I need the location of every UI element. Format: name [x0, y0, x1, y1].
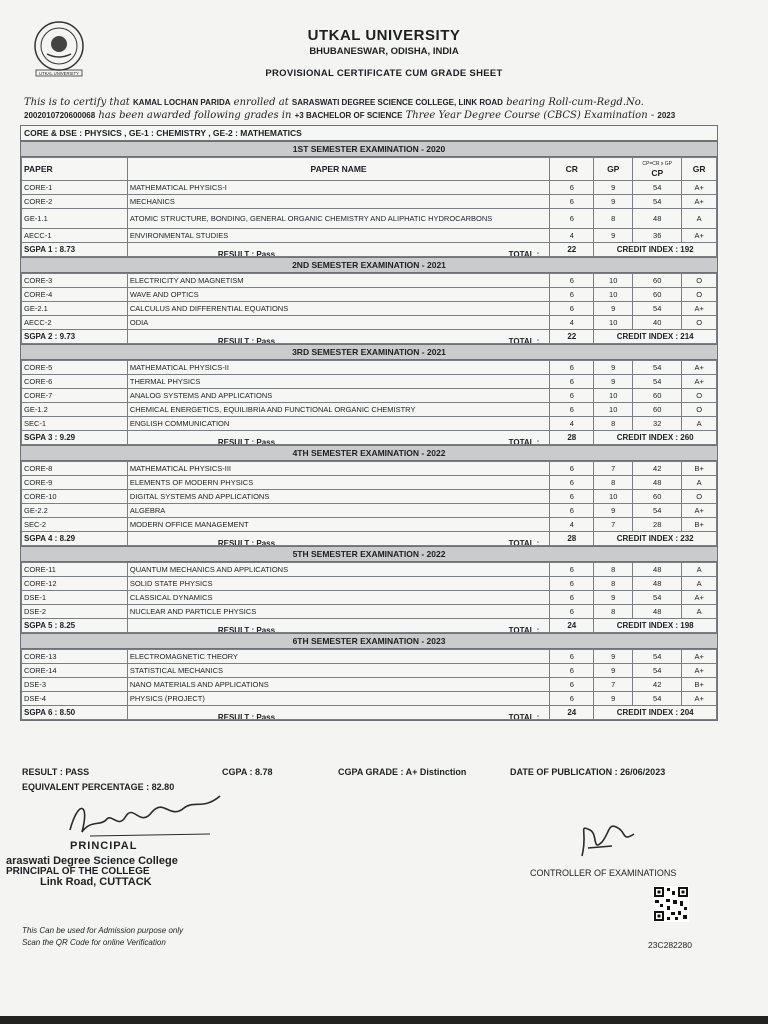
cell-paper: CORE-11: [22, 563, 128, 577]
cell-paper: DSE-3: [22, 678, 128, 692]
cell-gp: 9: [594, 361, 633, 375]
sgpa: SGPA 5 : 8.25: [22, 619, 128, 633]
cell-gr: A+: [682, 195, 717, 209]
cell-paper: CORE-7: [22, 389, 128, 403]
cell-paper: DSE-4: [22, 692, 128, 706]
table-row: [22, 664, 717, 678]
cell-gp: 8: [594, 563, 633, 577]
cell-cp: 48: [633, 209, 682, 229]
semester-total-row: [22, 706, 717, 720]
controller-label: CONTROLLER OF EXAMINATIONS: [530, 868, 677, 878]
cell-gp: 9: [594, 664, 633, 678]
cell-name: ENGLISH COMMUNICATION: [127, 417, 549, 431]
cell-cp: 54: [633, 302, 682, 316]
cell-gp: 8: [594, 417, 633, 431]
total-credits: 22: [550, 330, 594, 344]
total-credits: 24: [550, 706, 594, 720]
cell-cp: 54: [633, 181, 682, 195]
cell-cr: 6: [550, 476, 594, 490]
verification-note: Scan the QR Code for online Verification: [22, 938, 166, 947]
cell-cp: 60: [633, 288, 682, 302]
semester-table: [21, 273, 717, 344]
cell-name: ENVIRONMENTAL STUDIES: [127, 229, 549, 243]
sgpa: SGPA 4 : 8.29: [22, 532, 128, 546]
cell-gp: 7: [594, 518, 633, 532]
cell-name: NANO MATERIALS AND APPLICATIONS: [127, 678, 549, 692]
cell-cp: 60: [633, 490, 682, 504]
cell-gr: A+: [682, 181, 717, 195]
cell-paper: GE-1.2: [22, 403, 128, 417]
cell-cp: 36: [633, 229, 682, 243]
cell-gr: B+: [682, 518, 717, 532]
table-row: [22, 504, 717, 518]
cell-gr: O: [682, 316, 717, 330]
cell-gr: B+: [682, 678, 717, 692]
cell-gr: O: [682, 274, 717, 288]
cell-name: STATISTICAL MECHANICS: [127, 664, 549, 678]
cell-cr: 6: [550, 403, 594, 417]
table-row: [22, 389, 717, 403]
semester-total-row: [22, 532, 717, 546]
table-row: [22, 274, 717, 288]
cell-paper: DSE-1: [22, 591, 128, 605]
cell-paper: CORE-14: [22, 664, 128, 678]
cell-cr: 6: [550, 563, 594, 577]
cell-cp: 54: [633, 504, 682, 518]
certification-statement: This is to certify that KAMAL LOCHAN PARIDA enrolled at SARASWATI DEGREE SCIENCE COLLEGE, LINK ROAD bearing Roll-cum-Regd.No. 2002010720600068 has been awarded following grades in +3 BACHELOR OF SCIENCE Three Year Degree Course (CBCS) Examination - 2023: [24, 97, 676, 121]
sgpa: SGPA 1 : 8.73: [22, 243, 128, 257]
cell-gr: A+: [682, 361, 717, 375]
cell-cr: 6: [550, 209, 594, 229]
column-header-row: [22, 158, 717, 181]
cell-paper: AECC-1: [22, 229, 128, 243]
semester-table: [21, 360, 717, 445]
cell-gp: 7: [594, 678, 633, 692]
cell-name: CLASSICAL DYNAMICS: [127, 591, 549, 605]
cell-gr: A+: [682, 375, 717, 389]
cgpa-grade: CGPA GRADE : A+ Distinction: [338, 767, 467, 777]
cell-cp: 48: [633, 605, 682, 619]
cell-gr: O: [682, 403, 717, 417]
cell-name: MATHEMATICAL PHYSICS-I: [127, 181, 549, 195]
col-paper: PAPER: [22, 158, 128, 181]
table-row: [22, 316, 717, 330]
cell-gr: A: [682, 577, 717, 591]
cell-gp: 9: [594, 650, 633, 664]
cp-label: CP: [651, 168, 664, 178]
cell-cr: 6: [550, 591, 594, 605]
cell-cp: 54: [633, 664, 682, 678]
equivalent-percentage: EQUIVALENT PERCENTAGE : 82.80: [22, 782, 175, 792]
cell-gp: 10: [594, 316, 633, 330]
cell-gp: 8: [594, 209, 633, 229]
cell-cp: 48: [633, 577, 682, 591]
cell-paper: SEC-1: [22, 417, 128, 431]
cell-name: ATOMIC STRUCTURE, BONDING, GENERAL ORGANIC CHEMISTRY AND ALIPHATIC HYDROCARBONS: [127, 209, 549, 229]
cell-name: QUANTUM MECHANICS AND APPLICATIONS: [127, 563, 549, 577]
credit-index: CREDIT INDEX : 214: [594, 330, 717, 344]
grade-sheet: [20, 125, 718, 721]
cell-gp: 10: [594, 403, 633, 417]
cell-cr: 6: [550, 678, 594, 692]
cell-paper: GE-1.1: [22, 209, 128, 229]
sgpa: SGPA 3 : 9.29: [22, 431, 128, 445]
cell-gr: A+: [682, 650, 717, 664]
table-row: [22, 417, 717, 431]
cell-gp: 9: [594, 195, 633, 209]
table-row: [22, 605, 717, 619]
cell-name: ELEMENTS OF MODERN PHYSICS: [127, 476, 549, 490]
college-stamp-line3: Link Road, CUTTACK: [40, 876, 152, 888]
cell-cr: 6: [550, 650, 594, 664]
college-name: SARASWATI DEGREE SCIENCE COLLEGE, LINK ROAD: [291, 98, 503, 107]
semester-heading: 3RD SEMESTER EXAMINATION - 2021: [21, 344, 717, 360]
cell-gp: 7: [594, 462, 633, 476]
table-row: [22, 195, 717, 209]
cell-gr: A+: [682, 664, 717, 678]
cp-formula: CP=CR x GP: [642, 161, 673, 167]
semester-total-row: [22, 431, 717, 445]
semester-result: RESULT : Pass: [217, 712, 276, 720]
table-row: [22, 403, 717, 417]
cell-paper: CORE-8: [22, 462, 128, 476]
semester-total-row: [22, 330, 717, 344]
col-paper-name: PAPER NAME: [127, 158, 549, 181]
admission-note: This Can be used for Admission purpose only: [22, 926, 184, 935]
col-gp: GP: [594, 158, 633, 181]
serial-number: 23C282280: [648, 940, 692, 950]
publication-date: DATE OF PUBLICATION : 26/06/2023: [510, 767, 666, 777]
cell-cr: 6: [550, 490, 594, 504]
cell-paper: GE-2.2: [22, 504, 128, 518]
cell-name: THERMAL PHYSICS: [127, 375, 549, 389]
cell-cp: 54: [633, 591, 682, 605]
cell-name: WAVE AND OPTICS: [127, 288, 549, 302]
cell-gp: 10: [594, 389, 633, 403]
cell-cr: 6: [550, 361, 594, 375]
cell-gp: 8: [594, 476, 633, 490]
table-row: [22, 181, 717, 195]
cell-cr: 6: [550, 577, 594, 591]
cell-paper: CORE-12: [22, 577, 128, 591]
cell-gp: 10: [594, 288, 633, 302]
cell-name: SOLID STATE PHYSICS: [127, 577, 549, 591]
qr-code-icon[interactable]: [653, 886, 689, 922]
semester-table: [21, 562, 717, 633]
cell-gp: 9: [594, 229, 633, 243]
semester-table: [21, 649, 717, 720]
total-credits: 24: [550, 619, 594, 633]
university-name: UTKAL UNIVERSITY: [307, 27, 461, 44]
cell-gr: A+: [682, 302, 717, 316]
semester-heading: 1ST SEMESTER EXAMINATION - 2020: [21, 141, 717, 157]
cell-cr: 6: [550, 504, 594, 518]
cell-gr: A: [682, 417, 717, 431]
table-row: [22, 361, 717, 375]
total-label: TOTAL :: [508, 538, 540, 546]
controller-signature: [568, 812, 648, 864]
final-result: RESULT : PASS: [22, 767, 90, 777]
semester-result: RESULT : Pass: [217, 336, 276, 344]
cell-paper: CORE-13: [22, 650, 128, 664]
cell-cr: 6: [550, 605, 594, 619]
col-cr: CR: [550, 158, 594, 181]
table-row: [22, 678, 717, 692]
course-name: +3 BACHELOR OF SCIENCE: [294, 111, 403, 120]
cell-name: CALCULUS AND DIFFERENTIAL EQUATIONS: [127, 302, 549, 316]
col-cp: [633, 158, 682, 181]
logo-text: UTKAL UNIVERSITY: [39, 71, 79, 76]
cell-name: CHEMICAL ENERGETICS, EQUILIBRIA AND FUNCTIONAL ORGANIC CHEMISTRY: [127, 403, 549, 417]
cell-name: ANALOG SYSTEMS AND APPLICATIONS: [127, 389, 549, 403]
cell-gr: A: [682, 605, 717, 619]
cell-gr: A+: [682, 504, 717, 518]
cell-cr: 6: [550, 692, 594, 706]
cell-gr: A+: [682, 692, 717, 706]
cell-cr: 6: [550, 274, 594, 288]
cell-gp: 8: [594, 577, 633, 591]
cell-name: MODERN OFFICE MANAGEMENT: [127, 518, 549, 532]
cell-paper: CORE-5: [22, 361, 128, 375]
registration-number: 2002010720600068: [24, 111, 96, 120]
cell-name: NUCLEAR AND PARTICLE PHYSICS: [127, 605, 549, 619]
cell-paper: SEC-2: [22, 518, 128, 532]
cell-name: MATHEMATICAL PHYSICS-II: [127, 361, 549, 375]
total-label: TOTAL :: [508, 249, 540, 257]
table-row: [22, 563, 717, 577]
cell-cr: 6: [550, 302, 594, 316]
cell-name: ODIA: [127, 316, 549, 330]
credit-index: CREDIT INDEX : 198: [594, 619, 717, 633]
cell-cp: 54: [633, 195, 682, 209]
cell-paper: CORE-2: [22, 195, 128, 209]
cell-cp: 48: [633, 563, 682, 577]
cell-cr: 6: [550, 375, 594, 389]
cell-name: DIGITAL SYSTEMS AND APPLICATIONS: [127, 490, 549, 504]
university-location: BHUBANESWAR, ODISHA, INDIA: [309, 46, 459, 57]
cell-cp: 28: [633, 518, 682, 532]
cell-cr: 4: [550, 417, 594, 431]
subjects-line: CORE & DSE : PHYSICS , GE-1 : CHEMISTRY , GE-2 : MATHEMATICS: [21, 126, 717, 141]
semester-table: [21, 157, 717, 257]
principal-signature: [60, 790, 230, 845]
cell-gr: B+: [682, 462, 717, 476]
semester-result: RESULT : Pass: [217, 625, 276, 633]
total-credits: 28: [550, 431, 594, 445]
credit-index: CREDIT INDEX : 192: [594, 243, 717, 257]
cell-gr: A: [682, 476, 717, 490]
cell-paper: CORE-10: [22, 490, 128, 504]
sgpa: SGPA 2 : 9.73: [22, 330, 128, 344]
cell-cr: 6: [550, 462, 594, 476]
cell-gp: 9: [594, 302, 633, 316]
total-label: TOTAL :: [508, 625, 540, 633]
certificate-title: PROVISIONAL CERTIFICATE CUM GRADE SHEET: [265, 68, 503, 79]
cell-gr: A+: [682, 591, 717, 605]
cell-cp: 60: [633, 389, 682, 403]
table-row: [22, 490, 717, 504]
cell-gr: A: [682, 563, 717, 577]
table-row: [22, 650, 717, 664]
cell-gp: 9: [594, 591, 633, 605]
table-row: [22, 462, 717, 476]
semester-heading: 4TH SEMESTER EXAMINATION - 2022: [21, 445, 717, 461]
cell-gp: 9: [594, 692, 633, 706]
semester-total-row: [22, 619, 717, 633]
cell-name: ELECTRICITY AND MAGNETISM: [127, 274, 549, 288]
credit-index: CREDIT INDEX : 232: [594, 532, 717, 546]
table-row: [22, 288, 717, 302]
cell-cp: 60: [633, 403, 682, 417]
total-label: TOTAL :: [508, 712, 540, 720]
cell-gr: O: [682, 389, 717, 403]
cell-gp: 9: [594, 504, 633, 518]
cell-gp: 8: [594, 605, 633, 619]
total-label: TOTAL :: [508, 437, 540, 445]
table-row: [22, 209, 717, 229]
semester-result: RESULT : Pass: [217, 249, 276, 257]
cell-gr: A: [682, 209, 717, 229]
table-row: [22, 302, 717, 316]
college-stamp-line1: araswati Degree Science College: [6, 855, 178, 867]
semester-total-row: [22, 243, 717, 257]
cell-name: ELECTROMAGNETIC THEORY: [127, 650, 549, 664]
scan-edge-bar: [0, 1016, 768, 1024]
principal-label: PRINCIPAL: [70, 840, 138, 852]
cell-cp: 60: [633, 274, 682, 288]
cgpa: CGPA : 8.78: [222, 767, 273, 777]
cell-gr: O: [682, 490, 717, 504]
cell-cp: 42: [633, 678, 682, 692]
table-row: [22, 591, 717, 605]
cell-gp: 9: [594, 181, 633, 195]
total-label: TOTAL :: [508, 336, 540, 344]
footer-note: [22, 925, 183, 949]
cell-paper: CORE-3: [22, 274, 128, 288]
cell-gp: 10: [594, 490, 633, 504]
cell-cr: 4: [550, 316, 594, 330]
sgpa: SGPA 6 : 8.50: [22, 706, 128, 720]
cell-paper: CORE-6: [22, 375, 128, 389]
credit-index: CREDIT INDEX : 260: [594, 431, 717, 445]
cell-cr: 6: [550, 288, 594, 302]
cell-name: MATHEMATICAL PHYSICS-III: [127, 462, 549, 476]
cell-paper: AECC-2: [22, 316, 128, 330]
total-credits: 28: [550, 532, 594, 546]
cell-gp: 10: [594, 274, 633, 288]
total-credits: 22: [550, 243, 594, 257]
table-row: [22, 577, 717, 591]
cell-cp: 54: [633, 692, 682, 706]
table-row: [22, 476, 717, 490]
cell-name: ALGEBRA: [127, 504, 549, 518]
semester-heading: 6TH SEMESTER EXAMINATION - 2023: [21, 633, 717, 649]
cell-paper: DSE-2: [22, 605, 128, 619]
cell-cr: 4: [550, 229, 594, 243]
cell-paper: CORE-1: [22, 181, 128, 195]
cell-gr: O: [682, 288, 717, 302]
cell-cr: 6: [550, 389, 594, 403]
table-row: [22, 692, 717, 706]
cell-cp: 32: [633, 417, 682, 431]
cell-paper: CORE-9: [22, 476, 128, 490]
table-row: [22, 229, 717, 243]
cell-gr: A+: [682, 229, 717, 243]
student-name: KAMAL LOCHAN PARIDA: [133, 98, 231, 107]
cell-gp: 9: [594, 375, 633, 389]
cell-cp: 40: [633, 316, 682, 330]
cell-cr: 4: [550, 518, 594, 532]
cell-paper: GE-2.1: [22, 302, 128, 316]
cell-cr: 6: [550, 664, 594, 678]
semester-heading: 5TH SEMESTER EXAMINATION - 2022: [21, 546, 717, 562]
semester-heading: 2ND SEMESTER EXAMINATION - 2021: [21, 257, 717, 273]
cell-name: PHYSICS (PROJECT): [127, 692, 549, 706]
cell-cr: 6: [550, 181, 594, 195]
table-row: [22, 375, 717, 389]
cell-cp: 54: [633, 375, 682, 389]
cell-cp: 42: [633, 462, 682, 476]
semester-result: RESULT : Pass: [217, 538, 276, 546]
col-gr: GR: [682, 158, 717, 181]
credit-index: CREDIT INDEX : 204: [594, 706, 717, 720]
cell-name: MECHANICS: [127, 195, 549, 209]
semester-table: [21, 461, 717, 546]
table-row: [22, 518, 717, 532]
cell-paper: CORE-4: [22, 288, 128, 302]
college-stamp-line2: PRINCIPAL OF THE COLLEGE: [6, 866, 150, 877]
cell-cr: 6: [550, 195, 594, 209]
cell-cp: 48: [633, 476, 682, 490]
cell-cp: 54: [633, 650, 682, 664]
semester-result: RESULT : Pass: [217, 437, 276, 445]
cell-cp: 54: [633, 361, 682, 375]
